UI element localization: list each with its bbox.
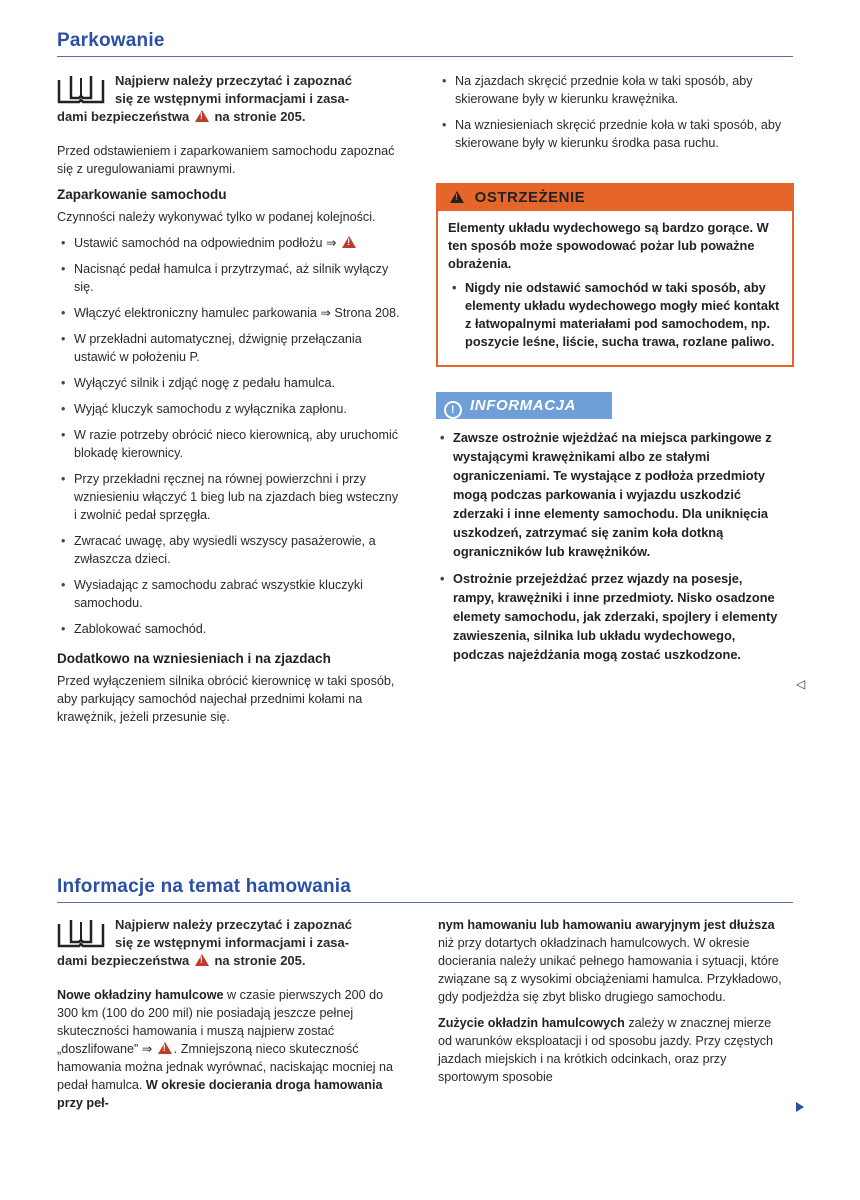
wzniesienia-paragraph: Przed wyłączeniem silnika obrócić kierownicę w taki sposób, aby parkujący samochód najechał przednimi kołami na krawężnik, jeżeli przesunie się. xyxy=(57,674,395,724)
subheading-zaparkowanie: Zaparkowanie samochodu xyxy=(57,187,227,202)
text-run: niż przy dotartych okładzinach hamulcowych. W okresie docierania należy unikać pełnego hamowania i sytuacji, które związane są z wysokimi obciążeniami hamulca. Przykładowo, gdy podjeżdża się zbyt blisko drugiego samochodu. xyxy=(438,936,782,1004)
notice-line-3a: dami bezpieczeństwa xyxy=(57,109,190,124)
parking-steps-list xyxy=(57,234,402,638)
bold-phrase: Nowe okładziny hamulcowe xyxy=(57,988,224,1002)
left-column-braking xyxy=(57,916,402,1120)
book-icon xyxy=(57,74,105,104)
right-bullets-list xyxy=(438,72,788,152)
subheading-wzniesienia: Dodatkowo na wzniesieniach i na zjazdach xyxy=(57,651,331,666)
list-item: • Na wzniesieniach skręcić przednie koła w taki sposób, aby skierowane były w kierunku środka pasa ruchu. xyxy=(438,116,788,152)
warning-title: OSTRZEŻENIE xyxy=(474,189,586,206)
list-item: • Wysiadając z samochodu zabrać wszystkie kluczyki samochodu. xyxy=(57,576,402,612)
notice-line-1: Najpierw należy przeczytać i zapoznać xyxy=(115,73,352,88)
bold-phrase: nym hamowaniu lub hamowaniu awaryjnym jest dłuższa xyxy=(438,918,775,932)
section-title-parkowanie: Parkowanie xyxy=(57,30,165,51)
list-item: • Na zjazdach skręcić przednie koła w taki sposób, aby skierowane były w kierunku krawężnika. xyxy=(438,72,788,108)
right-column-braking xyxy=(438,916,783,1094)
notice-line-2: się ze wstępnymi informacjami i zasa- xyxy=(115,91,350,106)
warning-triangle-icon[interactable] xyxy=(342,236,356,248)
list-item: • Nacisnąć pedał hamulca i przytrzymać, aż silnik wyłączy się. xyxy=(57,260,402,296)
braking-distance-paragraph xyxy=(438,916,783,1006)
text-run: w czasie pierwszych 200 do 300 km (100 do 200 mil) nie posiadają jeszcze pełnej skuteczności hamowania i muszą najpierw zostać „doszlifowane” ⇒ xyxy=(57,988,384,1056)
warning-body xyxy=(438,211,792,365)
notice-line-3b[interactable]: na stronie 205. xyxy=(214,953,306,968)
list-item: • Wyjąć kluczyk samochodu z wyłącznika zapłonu. xyxy=(57,400,402,418)
info-header xyxy=(436,392,612,419)
subheading-intro: Czynności należy wykonywać tylko w podanej kolejności. xyxy=(57,210,376,224)
section-rule xyxy=(57,902,793,903)
notice-line-2: się ze wstępnymi informacjami i zasa- xyxy=(115,935,350,950)
info-bullet: • Ostrożnie przejeżdżać przez wjazdy na posesje, rampy, krawężniki i inne przedmioty. Nisko osadzone elemety samochodu, jak zderzaki, spojlery i elementy zawieszenia, silnika lub układu wydechowego, podczas najeżdżania mogą zostać uszkodzone. xyxy=(436,569,784,664)
text-run: . Zmniejszoną nieco skuteczność hamowania można jednak wyrównać, naciskając mocniej na pedał hamulca. xyxy=(57,1042,394,1092)
safety-notice xyxy=(57,916,402,970)
list-item: • Włączyć elektroniczny hamulec parkowania ⇒ Strona 208. xyxy=(57,304,402,322)
section-title-hamowanie: Informacje na temat hamowania xyxy=(57,876,352,897)
list-item: • Zwracać uwagę, aby wysiedli wszyscy pasażerowie, a zwłaszcza dzieci. xyxy=(57,532,402,568)
notice-line-1: Najpierw należy przeczytać i zapoznać xyxy=(115,917,352,932)
warning-box xyxy=(436,183,794,367)
right-column-parking xyxy=(438,72,788,160)
intro-paragraph: Przed odstawieniem i zaparkowaniem samochodu zapoznać się z uregulowaniami prawnymi. xyxy=(57,144,395,176)
end-of-section-icon: ◁ xyxy=(796,677,806,691)
list-item: • Wyłączyć silnik i zdjąć nogę z pedału hamulca. xyxy=(57,374,402,392)
warning-triangle-icon xyxy=(195,954,209,966)
bold-phrase: W okresie docierania droga hamowania przy peł- xyxy=(57,1078,383,1110)
list-item: • W razie potrzeby obrócić nieco kierownicą, aby uruchomić blokadę kierownicy. xyxy=(57,426,402,462)
info-icon: ! xyxy=(444,401,462,419)
text-run: zależy w znacznej mierze od warunków eksploatacji i od sposobu jazdy. Przy częstych jazdach miejskich i na krótkich odcinkach, oraz przy sportowym sposobie xyxy=(438,1016,774,1084)
list-item: • Przy przekładni ręcznej na równej powierzchni i przy wzniesieniu włączyć 1 bieg lub na zjazdach bieg wsteczny i zwolnić pedał sprzęgła. xyxy=(57,470,402,524)
warning-bullet: • Nigdy nie odstawić samochód w taki sposób, aby elementy układu wydechowego mogły mieć kontakt z łatwopalnymi materiałami pod samochodem, np. poszycie leśne, liście, sucha trawa, rozlane paliwo. xyxy=(448,279,782,351)
warning-header xyxy=(438,185,792,211)
info-bullet: • Zawsze ostrożnie wjeżdżać na miejsca parkingowe z wystającymi krawężnikami albo ze stałymi ograniczeniami. Te wystające z podłoża przedmioty mogą podczas parkowania i wyjazdu uszkodzić zderzaki i inne elementy samochodu. Dla uniknięcia uszkodzeń, zatrzymać się zanim koła dotkną ograniczników lub krawężników. xyxy=(436,428,784,561)
left-column-parking xyxy=(57,72,402,734)
section-rule xyxy=(57,56,793,57)
wear-paragraph xyxy=(438,1014,783,1086)
bold-phrase: Zużycie okładzin hamulcowych xyxy=(438,1016,625,1030)
continue-arrow-icon xyxy=(796,1102,804,1112)
list-item: • Zablokować samochód. xyxy=(57,620,402,638)
list-item: • W przekładni automatycznej, dźwignię przełączania ustawić w położeniu P. xyxy=(57,330,402,366)
brake-pads-paragraph xyxy=(57,986,402,1112)
warning-triangle-icon xyxy=(195,110,209,122)
list-item: • Ustawić samochód na odpowiednim podłożu ⇒ ! xyxy=(57,234,402,252)
warning-triangle-icon xyxy=(450,191,464,203)
notice-line-3b[interactable]: na stronie 205. xyxy=(214,109,306,124)
info-body xyxy=(436,428,784,672)
safety-notice xyxy=(57,72,402,126)
book-icon xyxy=(57,918,105,948)
notice-line-3a: dami bezpieczeństwa xyxy=(57,953,190,968)
warning-paragraph: Elementy układu wydechowego są bardzo gorące. W ten sposób może spowodować pożar lub poważne obrażenia. xyxy=(448,220,769,271)
warning-triangle-icon[interactable] xyxy=(158,1042,172,1054)
info-title: INFORMACJA xyxy=(470,397,576,414)
